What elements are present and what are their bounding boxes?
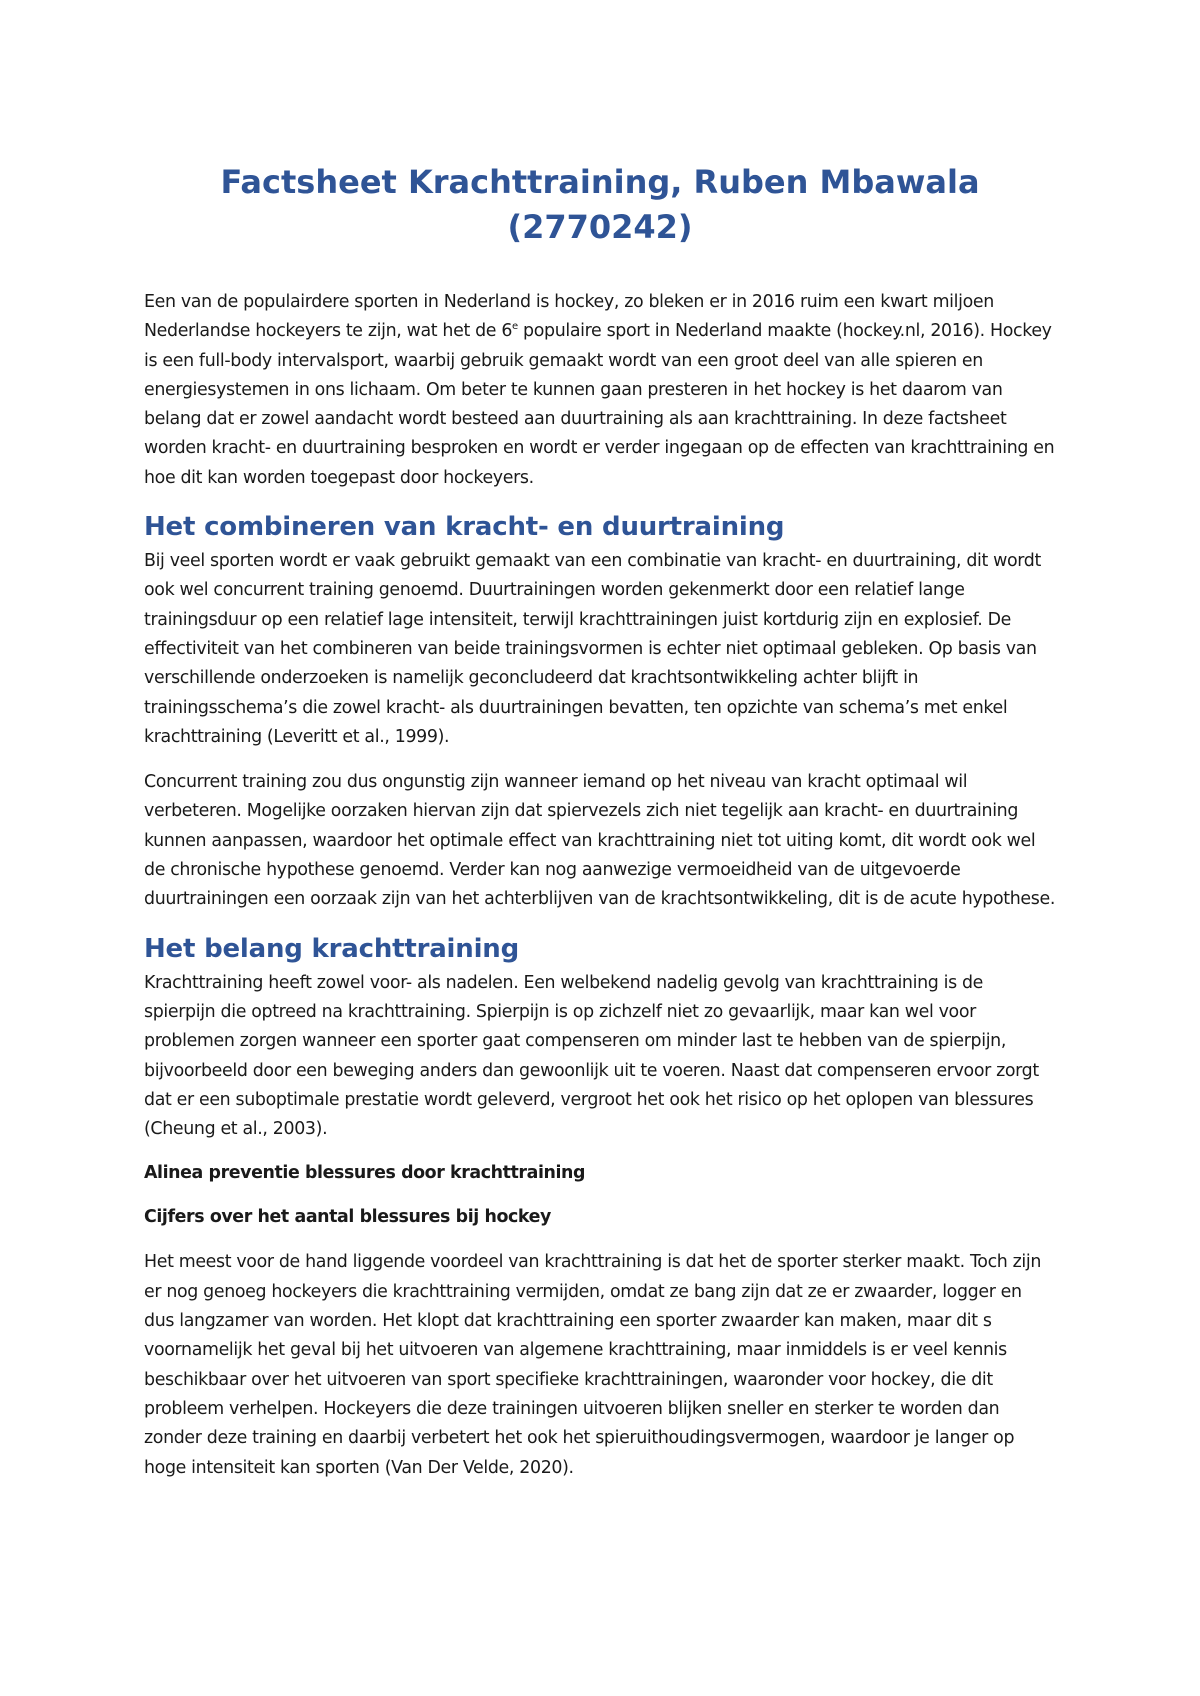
intro-paragraph: [144, 288, 1056, 493]
ordinal-superscript: e: [512, 321, 518, 333]
section1-paragraph-2: Concurrent training zou dus ongunstig zijn wanneer iemand op het niveau van kracht optimaal wil verbeteren. Mogelijke oorzaken hiervan zijn dat spiervezels zich niet tegelijk aan kracht- en duurtraining kunnen aanpassen, waardoor het optimale effect van krachttraining niet tot uiting komt, dit wordt ook wel de chronische hypothese genoemd. Verder kan nog aanwezige vermoeidheid van de uitgevoerde duurtrainingen een oorzaak zijn van het achterblijven van de krachtsontwikkeling, dit is de acute hypothese.: [144, 772, 1056, 910]
section2-paragraph-1: Krachttraining heeft zowel voor- als nadelen. Een welbekend nadelig gevolg van krachttraining is de spierpijn die optreed na krachttraining. Spierpijn is op zichzelf niet zo gevaarlijk, maar kan wel voor problemen zorgen wanneer een sporter gaat compenseren om minder last te hebben van de spierpijn, bijvoorbeeld door een beweging anders dan gewoonlijk uit te voeren. Naast dat compenseren ervoor zorgt dat er een suboptimale prestatie wordt geleverd, vergroot het ook het risico op het oplopen van blessures (Cheung et al., 2003).: [144, 972, 1039, 1140]
section-heading-combineren: Het combineren van kracht- en duurtraining: [144, 512, 785, 543]
document-body: [144, 160, 1056, 1499]
intro-text-end: populaire sport in Nederland maakte (hockey.nl, 2016). Hockey is een full-body intervalsport, waarbij gebruik gemaakt wordt van een groot deel van alle spieren en energiesystemen in ons lichaam. Om beter te kunnen gaan presteren in het hockey is het daarom van belang dat er zowel aandacht wordt besteed aan duurtraining als aan krachttraining. In deze factsheet worden kracht- en duurtraining besproken en wordt er verder ingegaan op de effecten van krachttraining en hoe dit kan worden toegepast door hockeyers.: [144, 321, 1055, 488]
intro-text-start: Een van de populairdere sporten in Nederland is hockey, zo bleken er in 2016 ruim een kwart miljoen Nederlandse hockeyers te zijn, wat het de 6: [144, 292, 994, 342]
subheading-cijfers: Cijfers over het aantal blessures bij hockey: [144, 1207, 551, 1228]
section-heading-belang: Het belang krachttraining: [144, 933, 520, 964]
subheading-preventie: Alinea preventie blessures door krachttraining: [144, 1163, 586, 1184]
title-line-2: (2770242): [507, 208, 693, 246]
section1-paragraph-1: Bij veel sporten wordt er vaak gebruikt gemaakt van een combinatie van kracht- en duurtraining, dit wordt ook wel concurrent training genoemd. Duurtrainingen worden gekenmerkt door een relatief lange trainingsduur op een relatief lage intensiteit, terwijl krachttrainingen juist kortdurig zijn en explosief. De effectiviteit van het combineren van beide trainingsvormen is echter niet optimaal gebleken. Op basis van verschillende onderzoeken is namelijk geconcludeerd dat krachtsontwikkeling achter blijft in trainingsschema’s die zowel kracht- als duurtrainingen bevatten, ten opzichte van schema’s met enkel krachttraining (Leveritt et al., 1999).: [144, 551, 1041, 747]
section2-paragraph-2: Het meest voor de hand liggende voordeel van krachttraining is dat het de sporter sterker maakt. Toch zijn er nog genoeg hockeyers die krachttraining vermijden, omdat ze bang zijn dat ze er zwaarder, logger en dus langzamer van worden. Het klopt dat krachttraining een sporter zwaarder kan maken, maar dit s voornamelijk het geval bij het uitvoeren van algemene krachttraining, maar inmiddels is er veel kennis beschikbaar over het uitvoeren van sport specifieke krachttrainingen, waaronder voor hockey, die dit probleem verhelpen. Hockeyers die deze trainingen uitvoeren blijken sneller en sterker te worden dan zonder deze training en daarbij verbetert het ook het spieruithoudingsvermogen, waardoor je langer op hoge intensiteit kan sporten (Van Der Velde, 2020).: [144, 1252, 1042, 1478]
document-title: [144, 160, 1056, 250]
title-line-1: Factsheet Krachttraining, Ruben Mbawala: [220, 163, 980, 201]
